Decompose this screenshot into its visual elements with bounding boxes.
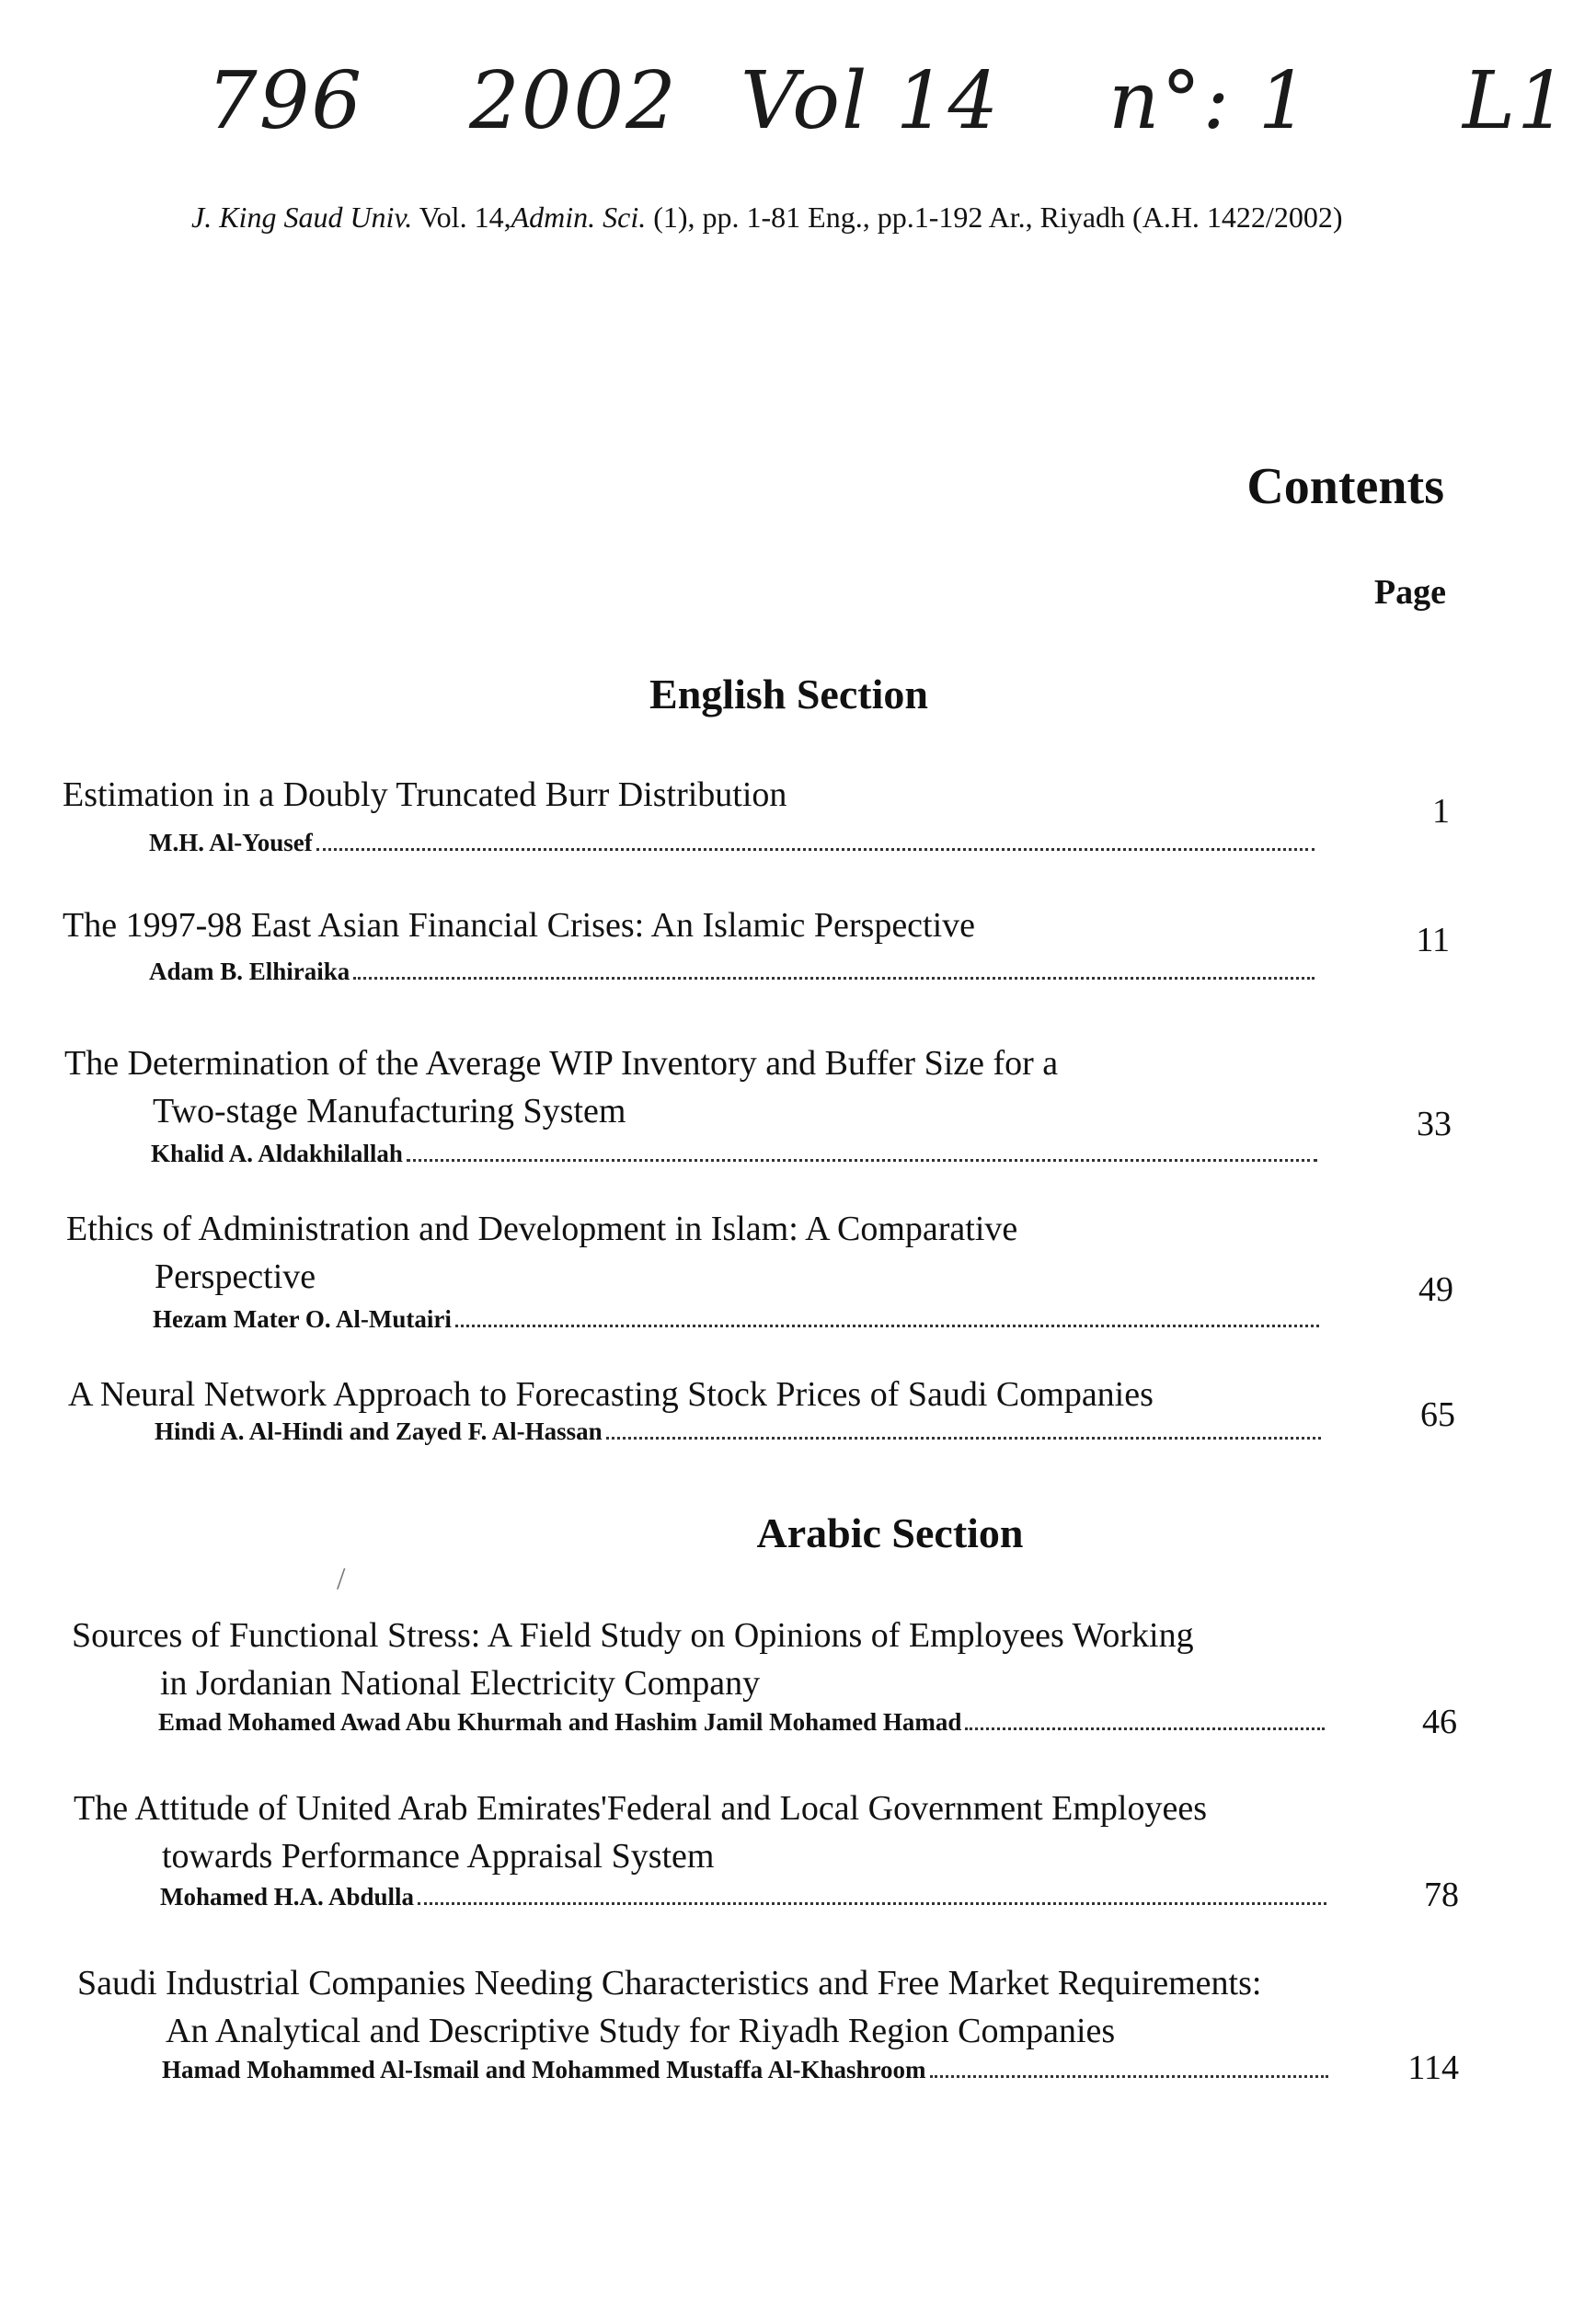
entry-author-row: [162, 2053, 1328, 2084]
citation-section: Admin. Sci.: [511, 201, 647, 234]
leader-dots: [455, 1324, 1319, 1327]
entry-author: Hezam Mater O. Al-Mutairi: [153, 1305, 452, 1333]
entry-page-number: 78: [1424, 1876, 1459, 1914]
entry-author-row: [149, 826, 1315, 857]
entry-author-row: [158, 1705, 1325, 1737]
leader-dots: [418, 1901, 1326, 1905]
entry-title: Saudi Industrial Companies Needing Characteristics and Free Market Requirements: An Analytical and Descriptive Study for Riyadh Region Companies: [77, 1964, 1262, 2050]
contents-title: Contents: [1246, 458, 1444, 515]
citation-volume: Vol. 14,: [419, 201, 511, 234]
handwritten-volume: Vol 14: [741, 55, 1001, 147]
entry-author-row: [155, 1415, 1321, 1446]
handwritten-call-no: 796: [207, 55, 364, 147]
entry-page-number: 1: [1432, 792, 1450, 831]
page-column-heading: Page: [1373, 573, 1446, 612]
entry-page-number: 49: [1418, 1270, 1453, 1309]
stray-pen-mark: /: [337, 1562, 346, 1596]
entry-page-number: 46: [1422, 1703, 1457, 1741]
entry-author: Hindi A. Al-Hindi and Zayed F. Al-Hassan: [155, 1417, 603, 1445]
entry-author: Emad Mohamed Awad Abu Khurmah and Hashim Jamil Mohamed Hamad: [158, 1708, 962, 1736]
handwritten-number: n°: 1: [1108, 55, 1311, 147]
entry-page-number: 65: [1420, 1395, 1455, 1434]
entry-title: Sources of Functional Stress: A Field Study on Opinions of Employees Working in Jordanian National Electricity Company: [72, 1616, 1194, 1703]
entry-author: Adam B. Elhiraika: [149, 958, 350, 985]
entry-author: Hamad Mohammed Al-Ismail and Mohammed Mustaffa Al-Khashroom: [162, 2056, 926, 2083]
entry-author-row: [153, 1302, 1319, 1334]
entry-author-row: [160, 1880, 1326, 1911]
entry-author-row: [149, 955, 1315, 986]
journal-citation: [191, 201, 1479, 235]
entry-author: M.H. Al-Yousef: [149, 829, 313, 856]
leader-dots: [353, 976, 1315, 980]
entry-title: The 1997-98 East Asian Financial Crises: An Islamic Perspective: [63, 906, 976, 945]
handwritten-mark: L1: [1463, 55, 1569, 147]
leader-dots: [930, 2074, 1328, 2078]
citation-rest: (1), pp. 1-81 Eng., pp.1-192 Ar., Riyadh (A.H. 1422/2002): [653, 201, 1343, 234]
entry-author: Khalid A. Aldakhilallah: [151, 1140, 403, 1167]
citation-journal: J. King Saud Univ.: [191, 201, 413, 234]
leader-dots: [965, 1727, 1325, 1730]
entry-title: The Attitude of United Arab Emirates'Federal and Local Government Employees towards Performance Appraisal System: [74, 1789, 1207, 1876]
entry-page-number: 11: [1416, 921, 1450, 959]
leader-dots: [606, 1436, 1321, 1440]
entry-author-row: [151, 1137, 1317, 1168]
entry-title: A Neural Network Approach to Forecasting Stock Prices of Saudi Companies: [68, 1375, 1154, 1414]
leader-dots: [316, 847, 1315, 851]
entry-title: Ethics of Administration and Development in Islam: A Comparative Perspective: [66, 1210, 1018, 1296]
entry-title: The Determination of the Average WIP Inventory and Buffer Size for a Two-stage Manufacturing System: [64, 1044, 1059, 1130]
leader-dots: [407, 1158, 1317, 1162]
entry-page-number: 33: [1417, 1105, 1452, 1143]
entry-title: Estimation in a Doubly Truncated Burr Distribution: [63, 775, 787, 814]
arabic-section-heading: Arabic Section: [756, 1509, 1024, 1556]
handwritten-year: 2002: [469, 55, 678, 147]
english-section-heading: English Section: [649, 671, 928, 717]
entry-page-number: 114: [1407, 2048, 1459, 2087]
entry-author: Mohamed H.A. Abdulla: [160, 1883, 415, 1911]
